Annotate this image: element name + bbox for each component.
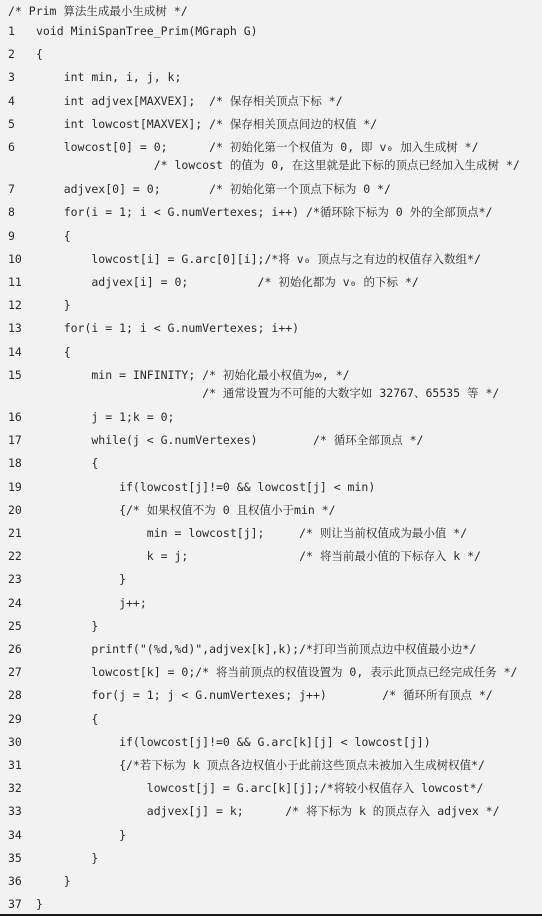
line-number: 27	[8, 665, 22, 680]
code-line-continuation	[0, 155, 542, 175]
code-line	[0, 20, 542, 43]
code-line	[0, 294, 542, 317]
line-code: }	[36, 572, 127, 587]
line-code: min = lowcost[j]; /* 则让当前权值成为最小值 */	[36, 526, 468, 540]
code-line	[0, 522, 542, 545]
code-line	[0, 824, 542, 847]
line-code: while(j < G.numVertexes) /* 循环全部顶点 */	[36, 433, 424, 448]
line-number: 26	[8, 642, 22, 656]
code-line	[0, 893, 542, 916]
line-number: 4	[8, 93, 15, 108]
line-number: 19	[8, 479, 22, 494]
code-line	[0, 452, 542, 475]
line-code: }	[36, 618, 99, 633]
line-code: if(lowcost[j]!=0 && lowcost[j] < min)	[36, 479, 376, 494]
code-line-continuation	[0, 383, 542, 403]
line-number: 36	[8, 874, 22, 888]
code-line	[0, 638, 542, 661]
line-code: }	[36, 897, 43, 912]
line-code: /* 通常设置为不可能的大数字如 32767、65535 等 */	[36, 386, 500, 400]
line-number: 20	[8, 502, 22, 517]
line-code: {	[36, 228, 71, 243]
line-number: 34	[8, 827, 22, 842]
line-number: 8	[8, 205, 15, 220]
code-line	[0, 406, 542, 429]
code-line	[0, 271, 542, 294]
line-code: int min, i, j, k;	[36, 70, 182, 85]
line-number: 22	[8, 549, 22, 564]
line-code: lowcost[0] = 0; /* 初始化第一个权值为 0, 即 v₀ 加入生成树 */	[36, 140, 479, 154]
line-code: adjvex[0] = 0; /* 初始化第一个顶点下标为 0 */	[36, 182, 391, 197]
line-number: 2	[8, 47, 15, 62]
code-line	[0, 178, 542, 201]
line-number: 13	[8, 321, 22, 336]
line-number: 5	[8, 116, 15, 131]
line-number: 24	[8, 595, 22, 610]
line-code: lowcost[i] = G.arc[0][i];/*将 v₀ 顶点与之有边的权值存入数组*/	[36, 251, 481, 266]
code-line	[0, 499, 542, 522]
code-line	[0, 684, 542, 707]
line-number: 35	[8, 850, 22, 865]
code-line	[0, 545, 542, 568]
line-code: {	[36, 456, 99, 471]
code-line	[0, 615, 542, 638]
code-line	[0, 43, 542, 66]
line-code: j++;	[36, 595, 147, 610]
line-code: for(j = 1; j < G.numVertexes; j++) /* 循环所有顶点 */	[36, 688, 493, 703]
line-number: 15	[8, 367, 22, 382]
line-code: }	[36, 298, 71, 313]
line-number: 11	[8, 275, 22, 289]
code-line	[0, 113, 542, 136]
line-code: {/*若下标为 k 顶点各边权值小于此前这些顶点未被加入生成树权值*/	[36, 758, 485, 772]
line-code: /* lowcost 的值为 0, 在这里就是此下标的顶点已经加入生成树 */	[36, 158, 520, 173]
code-line	[0, 317, 542, 340]
code-line	[0, 708, 542, 731]
code-line	[0, 592, 542, 615]
line-number: 32	[8, 781, 22, 796]
line-number: 12	[8, 298, 22, 313]
line-number: 9	[8, 228, 15, 243]
header-comment: /* Prim 算法生成最小生成树 */	[8, 4, 188, 18]
line-code: for(i = 1; i < G.numVertexes; i++) /*循环除下标为 0 外的全部顶点*/	[36, 205, 493, 220]
line-number: 28	[8, 688, 22, 703]
line-code: for(i = 1; i < G.numVertexes; i++)	[36, 321, 300, 336]
line-number: 3	[8, 70, 15, 85]
line-code: lowcost[j] = G.arc[k][j];/*将较小权值存入 lowcost*/	[36, 781, 484, 796]
code-line	[0, 870, 542, 893]
line-number: 14	[8, 344, 22, 359]
line-number: 1	[8, 24, 15, 38]
line-number: 18	[8, 456, 22, 471]
line-code: }	[36, 850, 99, 865]
code-line	[0, 66, 542, 89]
code-line	[0, 225, 542, 248]
line-code: }	[36, 874, 71, 888]
line-number: 6	[8, 140, 15, 154]
line-number: 37	[8, 897, 22, 912]
line-number: 16	[8, 410, 22, 424]
line-number: 23	[8, 572, 22, 587]
code-line	[0, 90, 542, 113]
line-number: 29	[8, 711, 22, 726]
code-line	[0, 201, 542, 224]
line-number: 30	[8, 734, 22, 749]
line-code: j = 1;k = 0;	[36, 410, 175, 424]
line-code: adjvex[i] = 0; /* 初始化都为 v₀ 的下标 */	[36, 275, 419, 289]
code-line	[0, 429, 542, 452]
line-code: {	[36, 344, 71, 359]
code-line	[0, 777, 542, 800]
line-code: lowcost[k] = 0;/* 将当前顶点的权值设置为 0, 表示此顶点已经完成任务 */	[36, 665, 518, 680]
code-line	[0, 341, 542, 364]
line-code: adjvex[j] = k; /* 将下标为 k 的顶点存入 adjvex */	[36, 804, 500, 819]
code-line	[0, 800, 542, 823]
line-code: k = j; /* 将当前最小值的下标存入 k */	[36, 549, 481, 564]
code-line	[0, 661, 542, 684]
code-line	[0, 476, 542, 499]
code-line	[0, 731, 542, 754]
code-line	[0, 754, 542, 777]
line-number: 25	[8, 618, 22, 633]
line-code: {/* 如果权值不为 0 且权值小于min */	[36, 502, 336, 517]
line-code: int adjvex[MAXVEX]; /* 保存相关顶点下标 */	[36, 93, 343, 108]
line-code: int lowcost[MAXVEX]; /* 保存相关顶点间边的权值 */	[36, 116, 378, 131]
line-number: 31	[8, 758, 22, 772]
line-number: 33	[8, 804, 22, 819]
line-number: 21	[8, 526, 22, 540]
code-line	[0, 847, 542, 870]
line-code: printf("(%d,%d)",adjvex[k],k);/*打印当前顶点边中权值最小边*/	[36, 642, 477, 656]
code-line	[0, 568, 542, 591]
line-code: min = INFINITY; /* 初始化最小权值为∞, */	[36, 367, 350, 382]
line-code: void MiniSpanTree_Prim(MGraph G)	[36, 24, 258, 38]
line-number: 7	[8, 182, 15, 197]
line-code: {	[36, 711, 99, 726]
line-code: }	[36, 827, 127, 842]
line-code: if(lowcost[j]!=0 && G.arc[k][j] < lowcost[j])	[36, 734, 431, 749]
line-number: 17	[8, 433, 22, 448]
line-number: 10	[8, 251, 22, 266]
code-line	[0, 248, 542, 271]
line-code: {	[36, 47, 43, 62]
